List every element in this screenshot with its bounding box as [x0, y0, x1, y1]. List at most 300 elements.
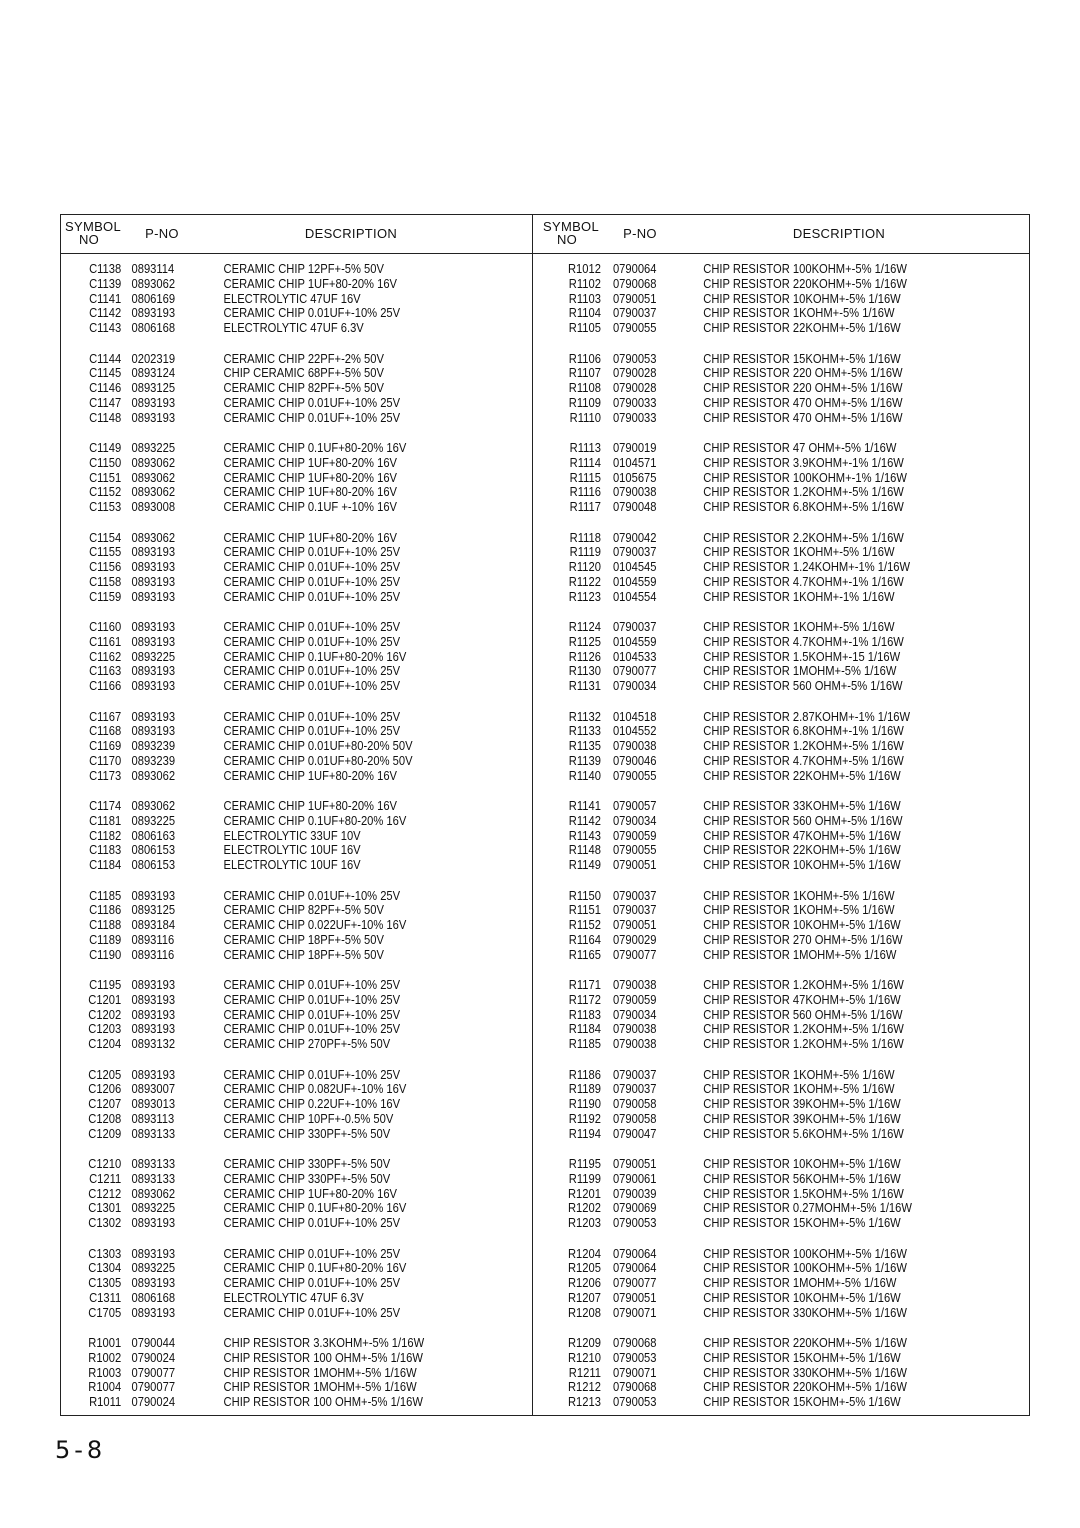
description-cell: CERAMIC CHIP 1UF+80-20% 16V [223, 529, 398, 545]
part-number-cell: 0893062 [131, 1185, 176, 1201]
description-cell: CERAMIC CHIP 18PF+-5% 50V [223, 931, 384, 947]
description-cell: CHIP RESISTOR 220KOHM+-5% 1/16W [703, 1379, 907, 1395]
description-cell: CHIP RESISTOR 5.6KOHM+-5% 1/16W [703, 1125, 904, 1141]
part-number-cell: 0790034 [612, 678, 657, 694]
symbol-cell: R1210 [567, 1349, 601, 1365]
symbol-cell: R1195 [568, 1156, 601, 1171]
part-number-cell: 0790037 [612, 902, 657, 918]
row-group [539, 352, 1029, 442]
description-cell: CERAMIC CHIP 0.1UF +-10% 16V [223, 499, 398, 515]
symbol-cell: R1164 [568, 931, 601, 947]
row-group [539, 1247, 1029, 1337]
symbol-cell: C1170 [89, 752, 122, 768]
part-number-cell: 0893193 [131, 1245, 176, 1261]
table-row [539, 590, 960, 605]
part-number-cell: 0806169 [131, 290, 176, 306]
table-row [61, 1112, 465, 1127]
description-cell: CHIP RESISTOR 15KOHM+-5% 1/16W [703, 1215, 901, 1231]
description-cell: CHIP RESISTOR 6.8KOHM+-5% 1/16W [703, 499, 904, 515]
table-row [539, 903, 960, 918]
description-cell: CHIP RESISTOR 1.2KOHM+-5% 1/16W [703, 1021, 904, 1037]
part-number-cell: 0104559 [612, 633, 657, 649]
description-cell: CERAMIC CHIP 0.01UF+-10% 25V [223, 723, 401, 739]
row-group [61, 1247, 531, 1337]
table-row [539, 1172, 960, 1187]
symbol-cell: C1181 [89, 812, 122, 828]
table-row [61, 1291, 465, 1306]
part-number-cell: 0893062 [131, 484, 176, 500]
description-cell: CHIP RESISTOR 100 OHM+-5% 1/16W [223, 1349, 423, 1365]
table-row [539, 1336, 960, 1351]
symbol-cell: C1184 [89, 857, 122, 873]
symbol-cell: C1163 [89, 663, 122, 679]
description-cell: CHIP RESISTOR 1MOHM+-5% 1/16W [703, 946, 897, 962]
description-cell: CHIP RESISTOR 10KOHM+-5% 1/16W [703, 1289, 901, 1305]
part-number-cell: 0806153 [131, 857, 176, 873]
table-row [61, 918, 465, 933]
left-row-groups [61, 262, 531, 1426]
description-cell: CHIP RESISTOR 47KOHM+-5% 1/16W [703, 991, 901, 1007]
table-row [61, 1276, 465, 1291]
symbol-cell: C1145 [89, 365, 122, 381]
symbol-cell: C1155 [89, 544, 122, 560]
symbol-cell: C1195 [89, 977, 122, 992]
table-row [539, 948, 960, 963]
description-cell: CERAMIC CHIP 0.01UF+80-20% 50V [223, 752, 413, 768]
description-cell: CERAMIC CHIP 0.01UF+-10% 25V [223, 1006, 401, 1022]
part-number-cell: 0893239 [131, 752, 176, 768]
symbol-cell: R1172 [568, 991, 601, 1007]
part-number-cell: 0790059 [612, 827, 657, 843]
part-number-cell: 0893116 [131, 931, 175, 947]
symbol-cell: R1165 [568, 946, 601, 962]
description-cell: CHIP RESISTOR 22KOHM+-5% 1/16W [703, 842, 901, 858]
description-cell: CERAMIC CHIP 0.01UF+-10% 25V [223, 619, 401, 634]
part-number-cell: 0790019 [612, 440, 657, 455]
part-number-cell: 0104518 [612, 708, 657, 724]
symbol-cell: R1204 [567, 1245, 601, 1261]
description-cell: CHIP RESISTOR 1MOHM+-5% 1/16W [703, 663, 897, 679]
description-cell: CHIP RESISTOR 0.27MOHM+-5% 1/16W [703, 1200, 912, 1216]
table-row [61, 1172, 465, 1187]
table-row [539, 456, 960, 471]
symbol-cell: C1207 [88, 1096, 122, 1112]
part-number-cell: 0893193 [131, 723, 176, 739]
description-cell: CHIP RESISTOR 39KOHM+-5% 1/16W [703, 1110, 901, 1126]
table-row [61, 889, 465, 904]
table-row [61, 739, 465, 754]
description-cell: CERAMIC CHIP 0.01UF+-10% 25V [223, 588, 401, 604]
symbol-cell: C1212 [88, 1185, 122, 1201]
table-row [539, 1291, 960, 1306]
part-number-cell: 0104552 [612, 723, 657, 739]
part-number-cell: 0893062 [131, 798, 176, 813]
symbol-cell: R1107 [568, 365, 601, 381]
description-cell: CERAMIC CHIP 10PF+-0.5% 50V [223, 1110, 394, 1126]
description-cell: CERAMIC CHIP 0.01UF+-10% 25V [223, 1066, 401, 1082]
description-cell: CHIP RESISTOR 15KOHM+-5% 1/16W [703, 1349, 901, 1365]
description-cell: CHIP RESISTOR 1.5KOHM+-5% 1/16W [703, 1185, 904, 1201]
part-number-cell: 0104559 [612, 573, 657, 589]
part-number-cell: 0790055 [612, 842, 657, 858]
part-number-cell: 0790037 [612, 1081, 657, 1097]
part-number-cell: 0893193 [131, 559, 176, 575]
table-row [61, 1366, 465, 1381]
table-row [539, 1395, 960, 1410]
symbol-cell: R1184 [568, 1021, 601, 1037]
description-cell: CERAMIC CHIP 1UF+80-20% 16V [223, 798, 398, 813]
part-number-cell: 0790037 [612, 544, 657, 560]
symbol-cell: C1211 [89, 1170, 122, 1186]
description-cell: CHIP RESISTOR 1.24KOHM+-1% 1/16W [703, 559, 911, 575]
table-row [539, 1037, 960, 1052]
description-cell: CHIP RESISTOR 6.8KOHM+-1% 1/16W [703, 723, 904, 739]
description-cell: CHIP CERAMIC 68PF+-5% 50V [223, 365, 384, 381]
symbol-cell: R1126 [568, 648, 601, 664]
part-number-cell: 0790068 [612, 1335, 657, 1350]
table-row [61, 1068, 465, 1083]
symbol-cell: R1183 [568, 1006, 601, 1022]
description-cell: CERAMIC CHIP 0.01UF+-10% 25V [223, 887, 401, 903]
part-number-cell: 0893225 [131, 1200, 176, 1216]
description-cell: CHIP RESISTOR 2.2KOHM+-5% 1/16W [703, 529, 904, 545]
description-cell: CHIP RESISTOR 10KOHM+-5% 1/16W [703, 917, 901, 933]
table-row [61, 560, 465, 575]
part-number-cell: 0893193 [131, 887, 176, 903]
part-number-cell: 0790068 [612, 1379, 657, 1395]
table-row [539, 933, 960, 948]
part-number-cell: 0105675 [612, 469, 657, 485]
description-cell: CHIP RESISTOR 22KOHM+-5% 1/16W [703, 320, 901, 336]
row-group [61, 799, 531, 889]
part-number-cell: 0893193 [131, 1006, 176, 1022]
description-cell: ELECTROLYTIC 33UF 10V [223, 827, 361, 843]
table-row [539, 799, 960, 814]
description-cell: CHIP RESISTOR 100KOHM+-5% 1/16W [703, 1245, 907, 1261]
table-row [61, 590, 465, 605]
part-number-cell: 0790034 [612, 1006, 657, 1022]
part-number-cell: 0893225 [131, 440, 176, 455]
table-row [539, 485, 960, 500]
symbol-no-header: SYMBOL NO [543, 219, 599, 247]
table-row [61, 575, 465, 590]
table-row [539, 858, 960, 873]
table-row [61, 306, 465, 321]
symbol-cell: R1140 [568, 767, 601, 783]
description-cell: CHIP RESISTOR 100KOHM+-5% 1/16W [703, 1260, 907, 1276]
part-number-cell: 0893062 [131, 469, 176, 485]
part-number-cell: 0790058 [612, 1096, 657, 1112]
symbol-cell: C1167 [89, 708, 122, 724]
description-cell: CERAMIC CHIP 0.1UF+80-20% 16V [223, 440, 407, 455]
part-number-cell: 0893125 [131, 902, 176, 918]
part-number-cell: 0790059 [612, 991, 657, 1007]
row-group [61, 710, 531, 800]
part-number-cell: 0790061 [612, 1170, 657, 1186]
description-cell: CERAMIC CHIP 1UF+80-20% 16V [223, 469, 398, 485]
table-row [61, 948, 465, 963]
symbol-cell: C1705 [88, 1304, 122, 1320]
table-row [539, 500, 960, 515]
part-number-cell: 0893193 [131, 1275, 176, 1291]
table-row [61, 411, 465, 426]
symbol-cell: C1156 [89, 559, 122, 575]
part-number-cell: 0893132 [131, 1036, 176, 1052]
symbol-cell: R1106 [568, 350, 601, 366]
description-cell: CHIP RESISTOR 560 OHM+-5% 1/16W [703, 812, 903, 828]
part-number-cell: 0790051 [612, 857, 657, 873]
symbol-cell: C1189 [89, 931, 122, 947]
table-row [539, 277, 960, 292]
part-number-cell: 0790042 [612, 529, 657, 545]
symbol-cell: C1141 [89, 290, 122, 306]
pno-header: P-NO [623, 226, 657, 241]
part-number-cell: 0893193 [131, 663, 176, 679]
row-group [61, 620, 531, 710]
part-number-cell: 0790037 [612, 619, 657, 634]
description-cell: CHIP RESISTOR 330KOHM+-5% 1/16W [703, 1304, 907, 1320]
part-number-cell: 0893193 [131, 708, 176, 724]
table-row [61, 381, 465, 396]
part-number-cell: 0893193 [131, 305, 176, 321]
description-cell: CHIP RESISTOR 1MOHM+-5% 1/16W [223, 1379, 417, 1395]
table-row [61, 724, 465, 739]
pno-header: P-NO [145, 226, 179, 241]
row-group [61, 352, 531, 442]
row-group [61, 1157, 531, 1247]
description-cell: CHIP RESISTOR 220 OHM+-5% 1/16W [703, 380, 903, 396]
table-row [539, 531, 960, 546]
table-row [539, 1306, 960, 1321]
table-row [539, 545, 960, 560]
table-row [539, 679, 960, 694]
description-cell: CHIP RESISTOR 1.2KOHM+-5% 1/16W [703, 484, 904, 500]
table-row [539, 321, 960, 336]
row-group [539, 620, 1029, 710]
part-number-cell: 0893193 [131, 573, 176, 589]
description-cell: CHIP RESISTOR 1.2KOHM+-5% 1/16W [703, 977, 904, 992]
description-cell: CERAMIC CHIP 18PF+-5% 50V [223, 946, 384, 962]
symbol-cell: C1210 [88, 1156, 122, 1171]
symbol-cell: R1105 [568, 320, 601, 336]
table-row [539, 1201, 960, 1216]
description-cell: CERAMIC CHIP 1UF+80-20% 16V [223, 484, 398, 500]
part-number-cell: 0790033 [612, 409, 657, 425]
part-number-cell: 0893062 [131, 529, 176, 545]
part-number-cell: 0104571 [612, 454, 657, 470]
table-row [61, 1395, 465, 1410]
table-row [61, 710, 465, 725]
description-cell: CHIP RESISTOR 2.87KOHM+-1% 1/16W [703, 708, 911, 724]
description-cell: CHIP RESISTOR 15KOHM+-5% 1/16W [703, 1394, 901, 1410]
table-row [61, 978, 465, 993]
symbol-cell: C1173 [89, 767, 122, 783]
description-cell: CERAMIC CHIP 0.01UF+-10% 25V [223, 1275, 401, 1291]
table-row [539, 560, 960, 575]
description-cell: CERAMIC CHIP 0.1UF+80-20% 16V [223, 812, 407, 828]
part-number-cell: 0893062 [131, 454, 176, 470]
part-number-cell: 0790038 [612, 484, 657, 500]
symbol-cell: R1003 [88, 1364, 122, 1380]
symbol-cell: C1185 [89, 887, 122, 903]
description-cell: CERAMIC CHIP 0.01UF+80-20% 50V [223, 738, 413, 754]
symbol-cell: R1142 [568, 812, 601, 828]
table-row [539, 739, 960, 754]
part-number-cell: 0893062 [131, 767, 176, 783]
description-cell: CERAMIC CHIP 0.01UF+-10% 25V [223, 663, 401, 679]
description-cell: CERAMIC CHIP 0.022UF+-10% 16V [223, 917, 407, 933]
table-row [539, 650, 960, 665]
table-row [539, 1366, 960, 1381]
part-number-cell: 0790048 [612, 499, 657, 515]
part-number-cell: 0790053 [612, 1394, 657, 1410]
description-cell: CHIP RESISTOR 1KOHM+-5% 1/16W [703, 1081, 895, 1097]
table-row [539, 292, 960, 307]
table-row [61, 1306, 465, 1321]
symbol-cell: R1152 [568, 917, 601, 933]
table-row [539, 471, 960, 486]
symbol-cell: R1132 [568, 708, 601, 724]
part-number-cell: 0893193 [131, 394, 176, 410]
part-number-cell: 0893225 [131, 812, 176, 828]
description-cell: CERAMIC CHIP 0.01UF+-10% 25V [223, 977, 401, 992]
description-cell: ELECTROLYTIC 47UF 6.3V [223, 1289, 364, 1305]
symbol-cell: R1149 [568, 857, 601, 873]
table-row [61, 1351, 465, 1366]
part-number-cell: 0790053 [612, 350, 657, 366]
part-number-cell: 0790069 [612, 1200, 657, 1216]
table-row [539, 1247, 960, 1262]
table-row [61, 769, 465, 784]
row-group [61, 978, 531, 1068]
table-row [61, 679, 465, 694]
table-row [61, 277, 465, 292]
part-number-cell: 0790038 [612, 1021, 657, 1037]
table-row [539, 1276, 960, 1291]
part-number-cell: 0893193 [131, 678, 176, 694]
symbol-cell: R1004 [88, 1379, 122, 1395]
part-number-cell: 0790068 [612, 275, 657, 291]
part-number-cell: 0893193 [131, 619, 176, 634]
symbol-cell: R1148 [568, 842, 601, 858]
description-cell: CHIP RESISTOR 270 OHM+-5% 1/16W [703, 931, 903, 947]
symbol-cell: R1117 [569, 499, 601, 515]
symbol-cell: C1153 [89, 499, 122, 515]
table-row [539, 829, 960, 844]
description-cell: CHIP RESISTOR 330KOHM+-5% 1/16W [703, 1364, 907, 1380]
description-cell: CHIP RESISTOR 1.5KOHM+-15 1/16W [703, 648, 901, 664]
table-row [61, 933, 465, 948]
description-cell: CERAMIC CHIP 1UF+80-20% 16V [223, 1185, 398, 1201]
description-cell: CHIP RESISTOR 10KOHM+-5% 1/16W [703, 857, 901, 873]
symbol-cell: R1012 [567, 261, 601, 276]
symbol-cell: C1304 [88, 1260, 122, 1276]
row-group [539, 1068, 1029, 1158]
symbol-cell: C1205 [88, 1066, 122, 1082]
description-cell: CHIP RESISTOR 470 OHM+-5% 1/16W [703, 409, 903, 425]
right-row-groups [539, 262, 1029, 1426]
description-cell: CERAMIC CHIP 0.01UF+-10% 25V [223, 559, 401, 575]
row-group [61, 889, 531, 979]
description-cell: CHIP RESISTOR 56KOHM+-5% 1/16W [703, 1170, 901, 1186]
table-row [539, 978, 960, 993]
table-row [61, 829, 465, 844]
symbol-cell: C1182 [89, 827, 122, 843]
part-number-cell: 0790028 [612, 365, 657, 381]
symbol-cell: R1110 [569, 409, 601, 425]
description-cell: CERAMIC CHIP 22PF+-2% 50V [223, 350, 384, 366]
symbol-cell: R1206 [567, 1275, 601, 1291]
description-cell: CERAMIC CHIP 0.01UF+-10% 25V [223, 1215, 401, 1231]
table-row [539, 993, 960, 1008]
part-number-cell: 0790071 [612, 1304, 657, 1320]
description-cell: CHIP RESISTOR 4.7KOHM+-5% 1/16W [703, 752, 904, 768]
description-cell: CHIP RESISTOR 47 OHM+-5% 1/16W [703, 440, 897, 455]
description-cell: CERAMIC CHIP 0.01UF+-10% 25V [223, 708, 401, 724]
table-row [539, 575, 960, 590]
page-number: 5-8 [55, 1436, 107, 1464]
table-row [539, 754, 960, 769]
table-row [61, 993, 465, 1008]
part-number-cell: 0893193 [131, 588, 176, 604]
description-cell: CERAMIC CHIP 0.1UF+80-20% 16V [223, 1200, 407, 1216]
description-cell: CHIP RESISTOR 4.7KOHM+-1% 1/16W [703, 633, 904, 649]
part-number-cell: 0893193 [131, 991, 176, 1007]
table-row [61, 903, 465, 918]
part-number-cell: 0893062 [131, 275, 176, 291]
part-number-cell: 0893193 [131, 1215, 176, 1231]
symbol-cell: C1146 [89, 380, 122, 396]
description-cell: CHIP RESISTOR 1KOHM+-5% 1/16W [703, 305, 895, 321]
part-number-cell: 0790047 [612, 1125, 657, 1141]
symbol-cell: R1001 [88, 1335, 122, 1350]
part-number-cell: 0893193 [131, 1021, 176, 1037]
description-cell: CERAMIC CHIP 0.01UF+-10% 25V [223, 1021, 401, 1037]
description-cell: CHIP RESISTOR 1KOHM+-5% 1/16W [703, 1066, 895, 1082]
table-row [539, 352, 960, 367]
part-number-cell: 0893008 [131, 499, 176, 515]
row-group [539, 1157, 1029, 1247]
table-row [61, 471, 465, 486]
table-row [61, 754, 465, 769]
part-number-cell: 0893007 [131, 1081, 176, 1097]
table-row [61, 1127, 465, 1142]
description-cell: CHIP RESISTOR 33KOHM+-5% 1/16W [703, 798, 901, 813]
symbol-cell: C1190 [89, 946, 122, 962]
table-row [61, 1157, 465, 1172]
table-row [61, 1261, 465, 1276]
part-number-cell: 0790051 [612, 1289, 657, 1305]
description-cell: CHIP RESISTOR 470 OHM+-5% 1/16W [703, 394, 903, 410]
part-number-cell: 0790077 [131, 1364, 176, 1380]
symbol-cell: C1148 [89, 409, 122, 425]
description-header: DESCRIPTION [792, 226, 886, 241]
part-number-cell: 0790034 [612, 812, 657, 828]
table-row [61, 1216, 465, 1231]
symbol-cell: C1143 [89, 320, 122, 336]
symbol-cell: R1115 [569, 469, 601, 485]
description-cell: CERAMIC CHIP 0.1UF+80-20% 16V [223, 1260, 407, 1276]
table-row [539, 1187, 960, 1202]
symbol-cell: C1303 [88, 1245, 122, 1261]
part-number-cell: 0790055 [612, 320, 657, 336]
symbol-cell: R1139 [568, 752, 601, 768]
part-number-cell: 0893193 [131, 1304, 176, 1320]
symbol-cell: R1141 [568, 798, 601, 813]
symbol-cell: C1150 [89, 454, 122, 470]
description-cell: CHIP RESISTOR 3.3KOHM+-5% 1/16W [223, 1335, 425, 1350]
description-cell: CHIP RESISTOR 220 OHM+-5% 1/16W [703, 365, 903, 381]
